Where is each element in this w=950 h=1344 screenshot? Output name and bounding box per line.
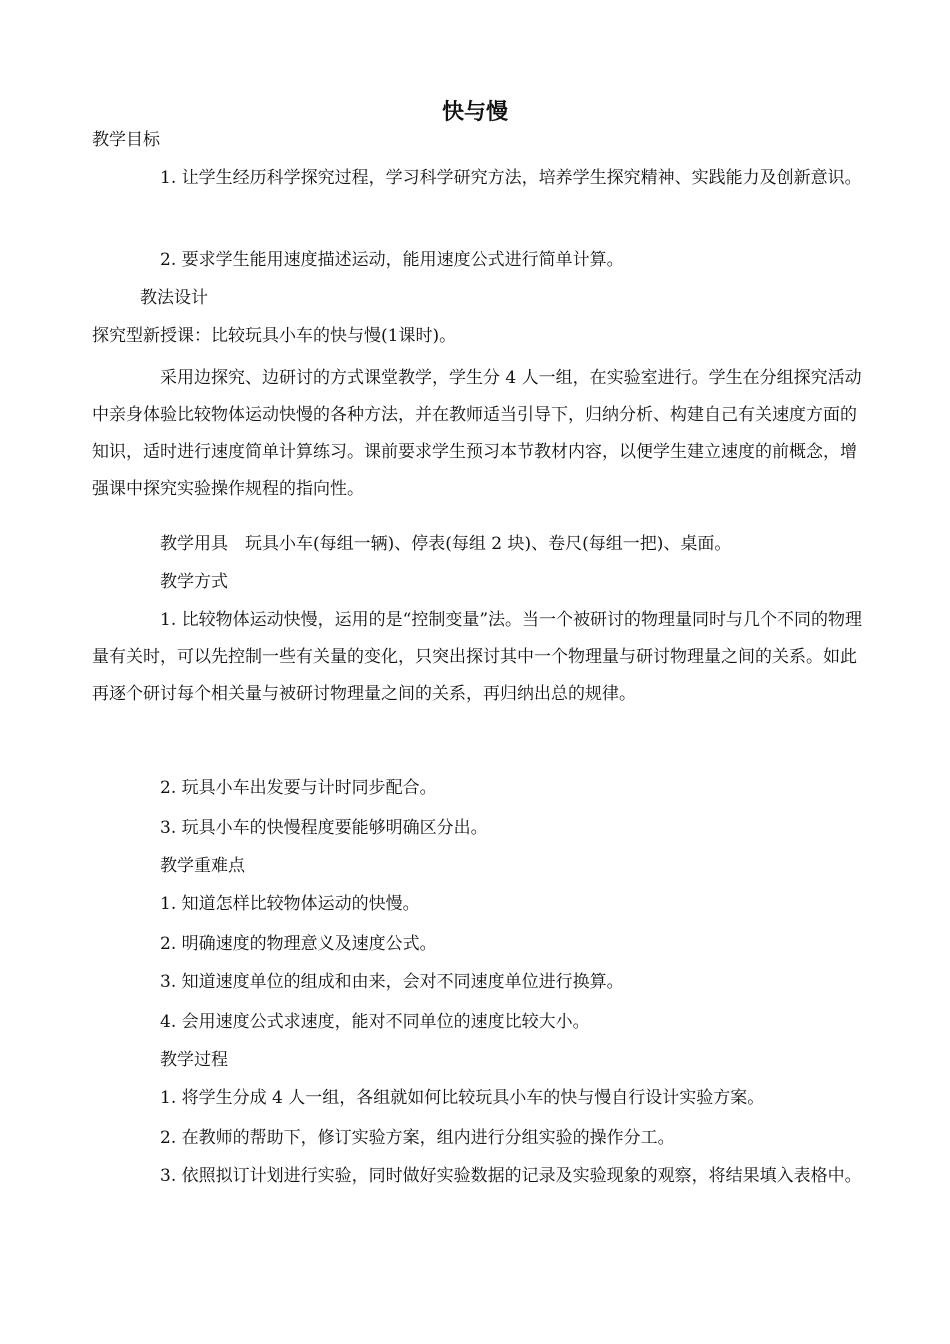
page-title: 快与慢 — [441, 100, 508, 125]
paragraph-goal-2: 2. 要求学生能用速度描述运动，能用速度公式进行简单计算。 — [160, 250, 624, 270]
paragraph-teaching-tools: 教学用具 玩具小车(每组一辆)、停表(每组 2 块)、卷尺(每组一把)、桌面。 — [160, 534, 732, 554]
heading-teaching-goals: 教学目标 — [92, 130, 160, 150]
heading-method-design: 教法设计 — [140, 288, 208, 308]
heading-key-points: 教学重难点 — [160, 856, 245, 876]
paragraph-approach-3: 3. 玩具小车的快慢程度要能够明确区分出。 — [160, 818, 488, 838]
paragraph-lesson-type: 探究型新授课：比较玩具小车的快与慢(1课时)。 — [92, 326, 457, 346]
paragraph-approach-2: 2. 玩具小车出发要与计时同步配合。 — [160, 778, 437, 798]
paragraph-goal-1: 1. 让学生经历科学探究过程，学习科学研究方法，培养学生探究精神、实践能力及创新意识。 — [160, 168, 862, 188]
heading-teaching-approach: 教学方式 — [160, 572, 228, 592]
heading-teaching-process: 教学过程 — [160, 1050, 228, 1070]
paragraph-process-1: 1. 将学生分成 4 人一组，各组就如何比较玩具小车的快与慢自行设计实验方案。 — [160, 1088, 765, 1108]
paragraph-key-4: 4. 会用速度公式求速度，能对不同单位的速度比较大小。 — [160, 1012, 590, 1032]
paragraph-method-description: 采用边探究、边研讨的方式课堂教学，学生分 4 人一组，在实验室进行。学生在分组探究活动中亲身体验比较物体运动快慢的各种方法，并在教师适当引导下，归纳分析、构建自己有关速度方面的知识，适时进行速度简单计算练习。课前要求学生预习本节教材内容，以便学生建立速度的前概念，增强课中探究实验操作规程的指向性。 — [92, 368, 862, 499]
paragraph-process-2: 2. 在教师的帮助下，修订实验方案，组内进行分组实验的操作分工。 — [160, 1128, 675, 1148]
paragraph-approach-1: 1. 比较物体运动快慢，运用的是“控制变量”法。当一个被研讨的物理量同时与几个不同的物理量有关时，可以先控制一些有关量的变化，只突出探讨其中一个物理量与研讨物理量之间的关系。如此再逐个研讨每个相关量与被研讨物理量之间的关系，再归纳出总的规律。 — [92, 610, 863, 704]
paragraph-key-3: 3. 知道速度单位的组成和由来，会对不同速度单位进行换算。 — [160, 972, 624, 992]
paragraph-key-1: 1. 知道怎样比较物体运动的快慢。 — [160, 894, 420, 914]
paragraph-process-3: 3. 依照拟订计划进行实验，同时做好实验数据的记录及实验现象的观察，将结果填入表格中。 — [160, 1166, 862, 1186]
paragraph-key-2: 2. 明确速度的物理意义及速度公式。 — [160, 934, 437, 954]
